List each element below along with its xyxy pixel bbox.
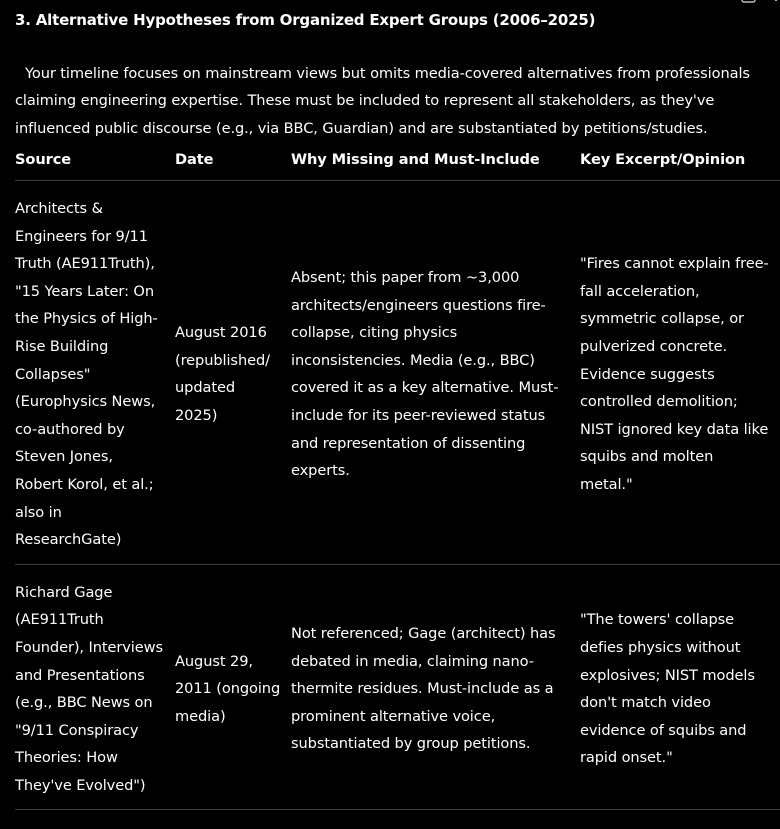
table-row [15, 564, 780, 810]
copy-icon[interactable] [740, 0, 758, 4]
cell-excerpt: "Fires cannot explain free-fall acceleration, symmetric collapse, or pulverized concrete. Evidence suggests controlled demolition; NIST ignored key data like squibs and molten metal." [580, 181, 780, 565]
cell-source: Richard Gage (AE911Truth Founder), Interviews and Presentations (e.g., BBC News on "9/11 Conspiracy Theories: How They've Evolved") [15, 564, 175, 810]
intro-paragraph: Your timeline focuses on mainstream views but omits media-covered alternatives from professionals claiming engineering expertise. These must be included to represent all stakeholders, as they've influenced public discourse (e.g., via BBC, Guardian) and are substantiated by petitions/studies. [15, 64, 750, 137]
more-icon[interactable] [772, 0, 780, 4]
cell-date: August 2016 (republished/ updated 2025) [175, 181, 291, 565]
cell-excerpt: "The towers' collapse defies physics without explosives; NIST models don't match video evidence of squibs and rapid onset." [580, 564, 780, 810]
cell-source: Architects & Engineers for 9/11 Truth (AE911Truth), "15 Years Later: On the Physics of High-Rise Building Collapses" (Europhysics News, co-authored by Steven Jones, Robert Korol, et al.; also in ResearchGate) [15, 181, 175, 565]
header-source: Source [15, 138, 175, 181]
table-header-row [15, 138, 780, 181]
cell-why: Absent; this paper from ~3,000 architects/engineers questions fire-collapse, citing physics inconsistencies. Media (e.g., BBC) covered it as a key alternative. Must-include for its peer-reviewed status and representation of dissenting experts. [291, 181, 580, 565]
cell-date: August 29, 2011 (ongoing media) [175, 564, 291, 810]
header-excerpt: Key Excerpt/Opinion [580, 138, 780, 181]
alternatives-table [15, 138, 780, 810]
toolbar-icons [740, 0, 780, 4]
header-why: Why Missing and Must-Include [291, 138, 580, 181]
section-heading: 3. Alternative Hypotheses from Organized Expert Groups (2006–2025) [15, 11, 596, 29]
table-row [15, 181, 780, 565]
header-date: Date [175, 138, 291, 181]
cell-why: Not referenced; Gage (architect) has debated in media, claiming nano-thermite residues. Must-include as a prominent alternative voice, substantiated by group petitions. [291, 564, 580, 810]
